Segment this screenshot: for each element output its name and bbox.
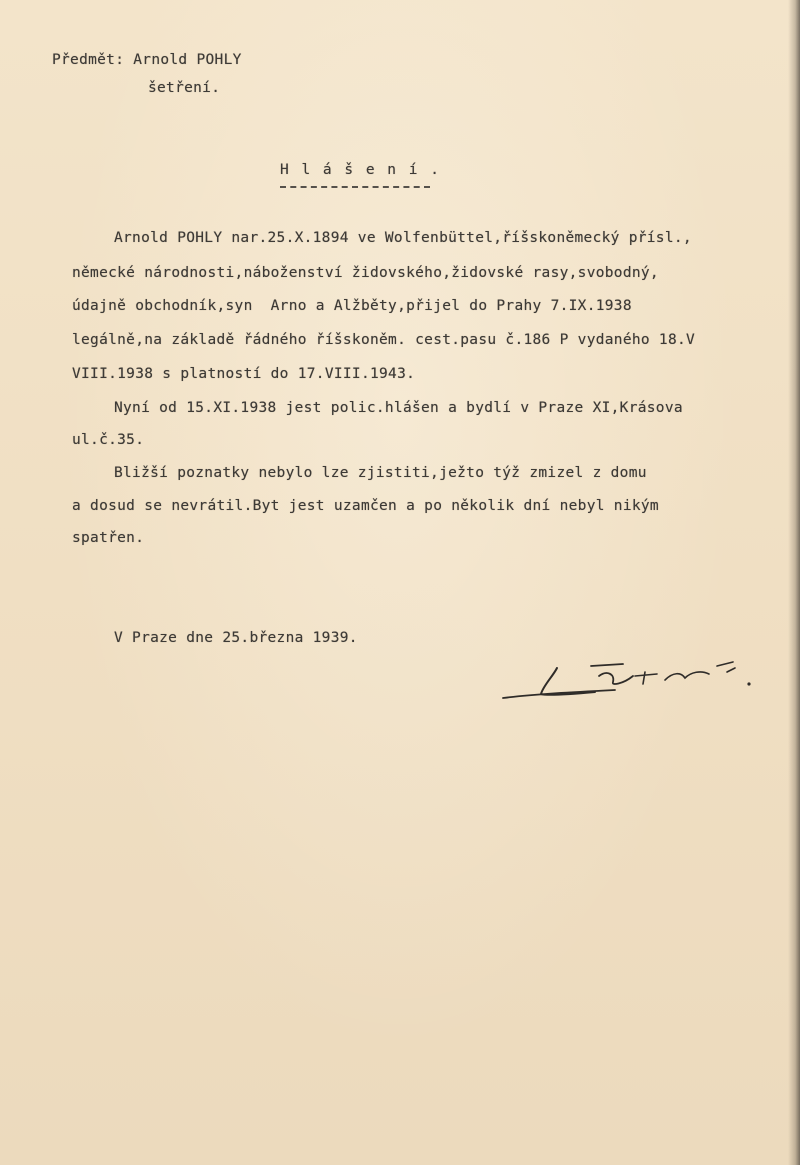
body-line: Nyní od 15.XI.1938 jest polic.hlášen a bydlí v Praze XI,Krásova <box>114 400 683 416</box>
subject-line: Předmět: Arnold POHLY <box>52 52 242 68</box>
document-title: H l á š e n í . <box>280 162 441 178</box>
page-edge-shadow <box>788 0 800 1165</box>
place-and-date: V Praze dne 25.března 1939. <box>114 630 358 646</box>
body-line: a dosud se nevrátil.Byt jest uzamčen a po několik dní nebyl nikým <box>72 498 659 514</box>
title-underline <box>280 186 430 188</box>
body-line: údajně obchodník,syn Arno a Alžběty,přijel do Prahy 7.IX.1938 <box>72 298 632 314</box>
body-line: VIII.1938 s platností do 17.VIII.1943. <box>72 366 416 382</box>
subject-detail: šetření. <box>148 80 221 96</box>
body-line: spatřen. <box>72 530 145 546</box>
body-line: legálně,na základě řádného říšskoněm. cest.pasu č.186 P vydaného 18.V <box>72 332 696 348</box>
body-line: Bližší poznatky nebylo lze zjistiti,ježto týž zmizel z domu <box>114 465 647 481</box>
handwritten-signature <box>495 650 765 710</box>
body-line: Arnold POHLY nar.25.X.1894 ve Wolfenbüttel,říšskoněmecký přísl., <box>114 230 692 246</box>
body-line: německé národnosti,náboženství židovského,židovské rasy,svobodný, <box>72 265 659 281</box>
body-line: ul.č.35. <box>72 432 145 448</box>
